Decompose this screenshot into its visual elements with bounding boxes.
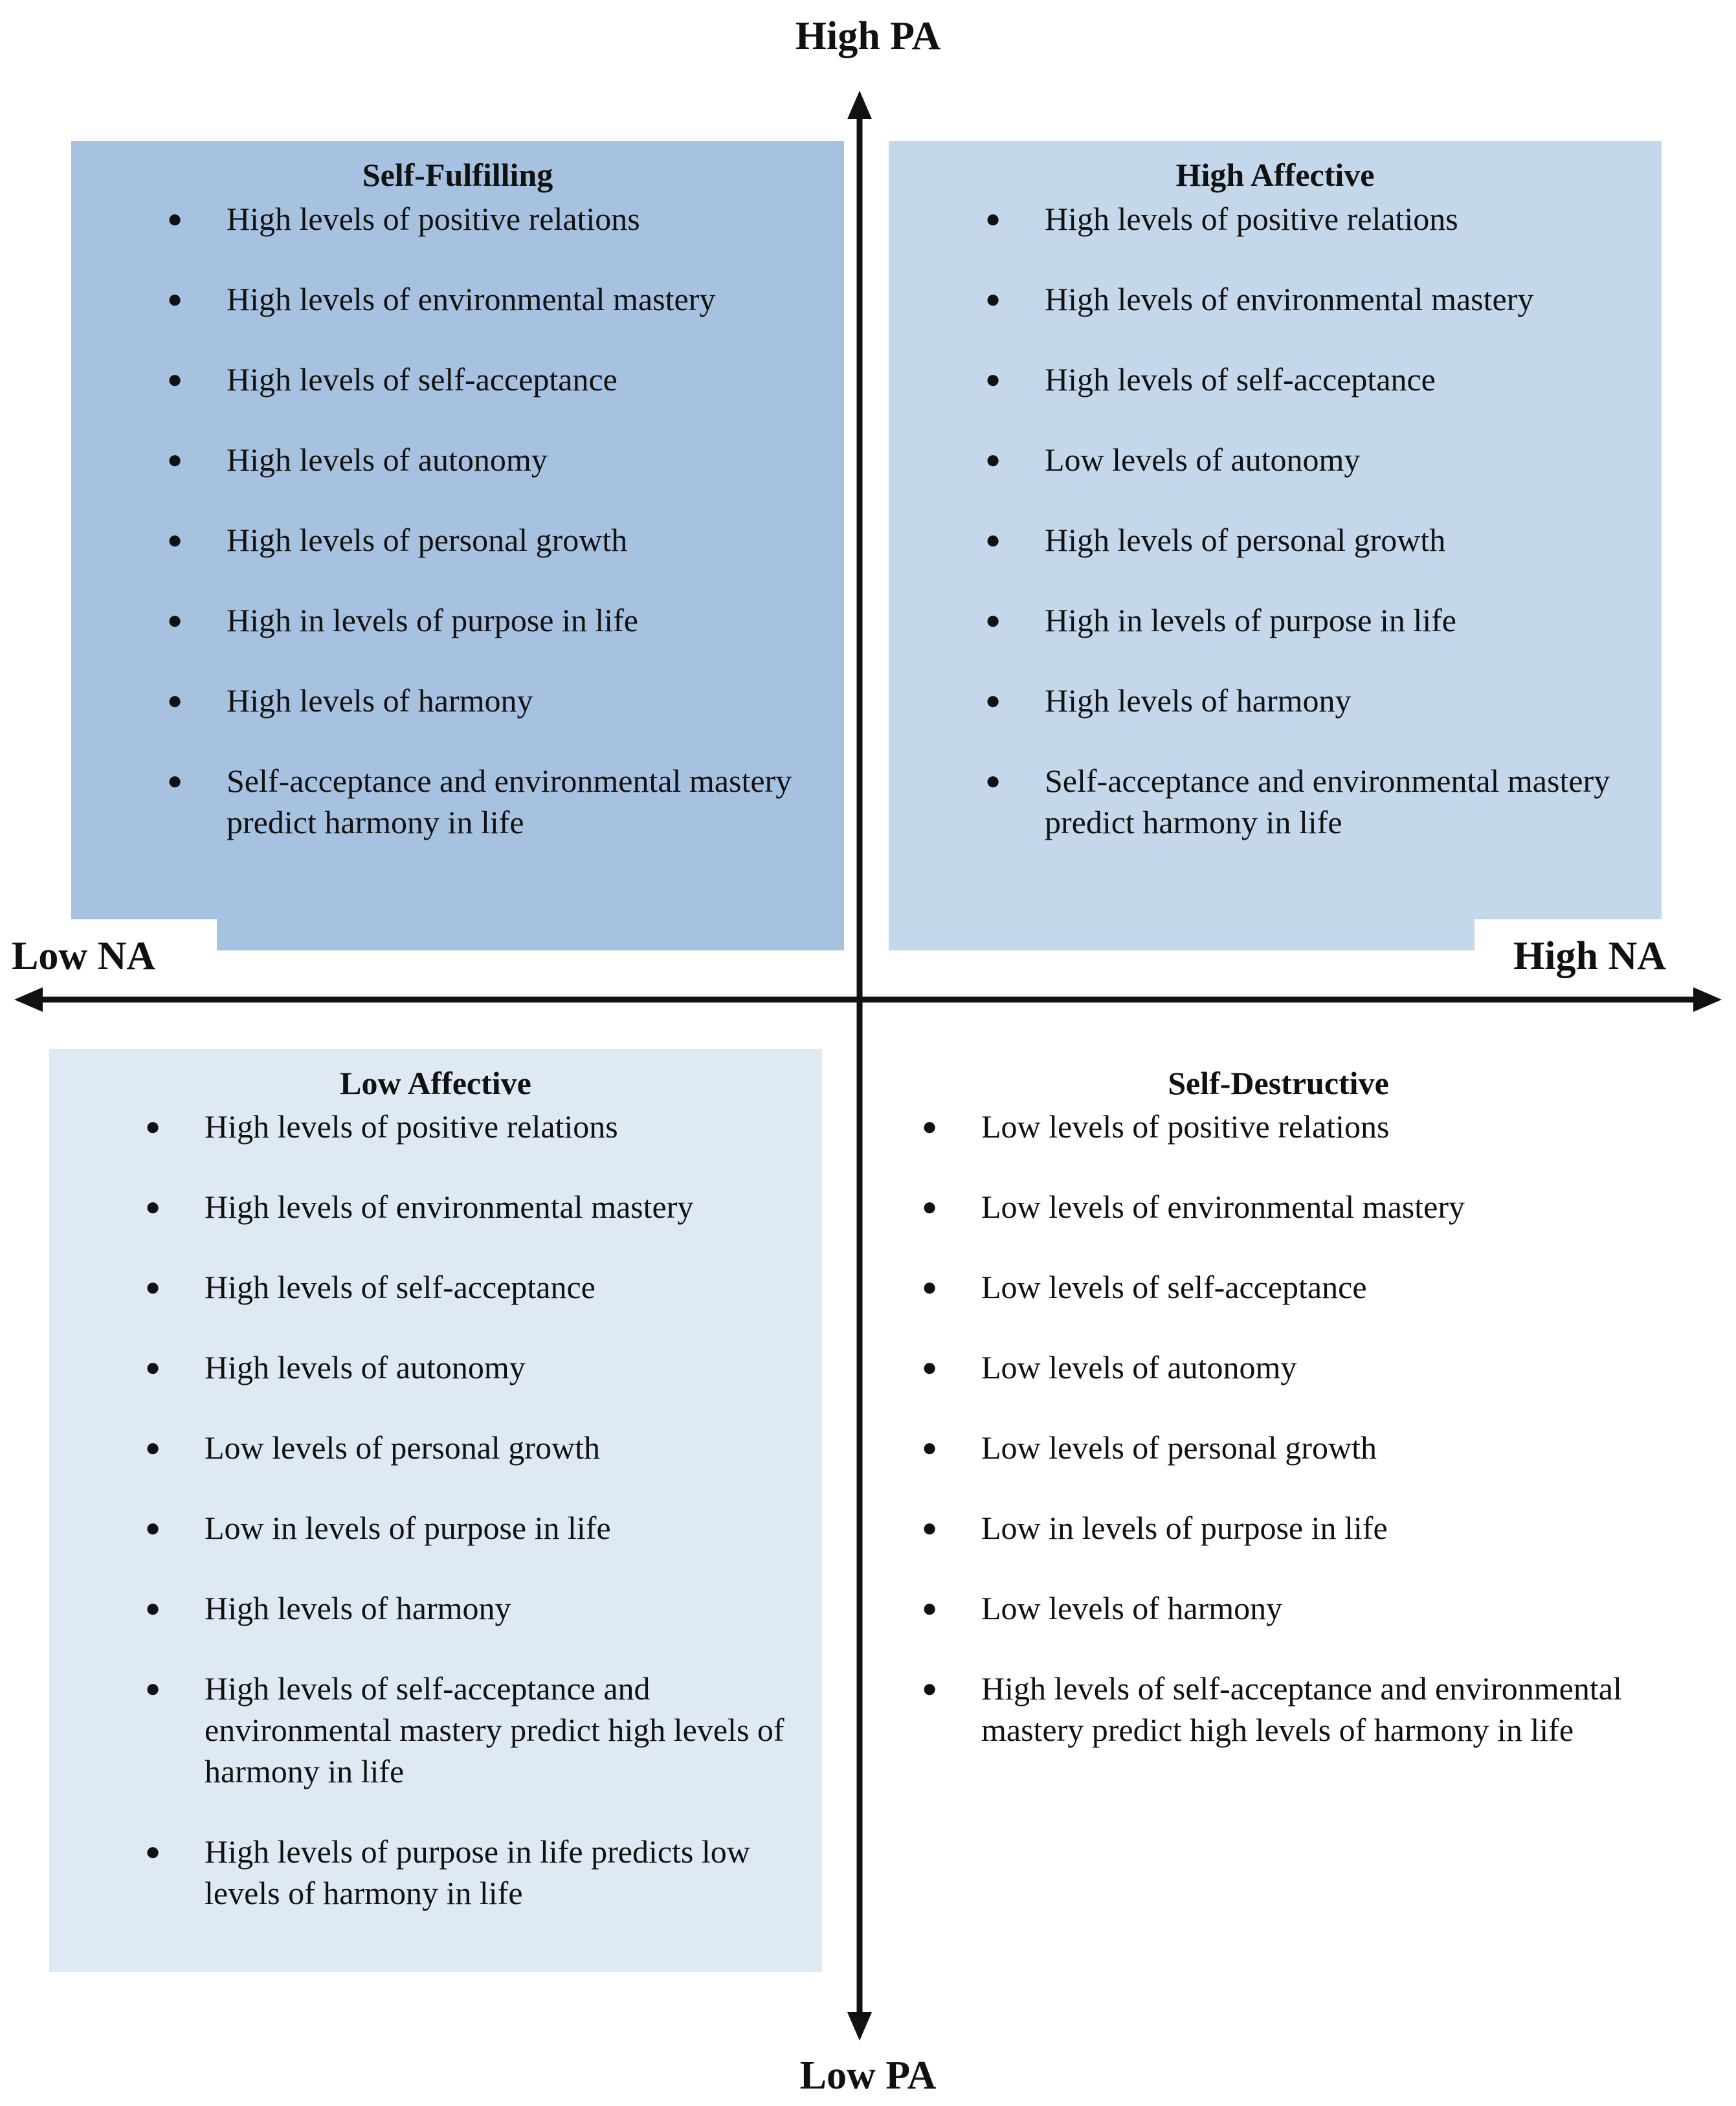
list-item-text: High levels of personal growth [227, 522, 628, 558]
list-item-text: Low levels of harmony [981, 1590, 1283, 1626]
list-item [985, 359, 1640, 400]
list-item [145, 1427, 800, 1468]
bullet-icon: ● [985, 686, 1001, 715]
list-item-text: High levels of autonomy [227, 442, 548, 478]
bullet-icon: ● [922, 1352, 938, 1382]
axis-label-high-pa: High PA [795, 14, 941, 58]
bullet-icon: ● [922, 1192, 938, 1221]
vertical-axis [847, 91, 872, 2041]
list-item-text: High in levels of purpose in life [227, 602, 638, 638]
list-item-text: High levels of personal growth [1045, 522, 1446, 558]
list-item [985, 439, 1640, 480]
bullet-icon: ● [145, 1112, 161, 1141]
list-item-text: Low levels of personal growth [205, 1429, 600, 1466]
bullet-icon: ● [167, 525, 183, 554]
list-item [145, 1507, 800, 1549]
horizontal-axis [14, 987, 1722, 1012]
list-item-text: Low levels of personal growth [981, 1429, 1377, 1466]
bullet-icon: ● [167, 284, 183, 313]
list-item-text: Low levels of environmental mastery [981, 1189, 1465, 1225]
bullet-icon: ● [985, 284, 1001, 313]
arrow-up-icon [847, 91, 872, 119]
list-item-text: High levels of harmony [227, 682, 533, 719]
bullet-icon: ● [167, 605, 183, 634]
bullet-icon: ● [167, 445, 183, 474]
list-item-text: Low levels of positive relations [981, 1108, 1390, 1145]
bullet-icon: ● [145, 1352, 161, 1382]
list-item-text: Low levels of autonomy [981, 1349, 1297, 1385]
list-item-text: High levels of environmental mastery [227, 281, 716, 317]
arrow-left-icon [14, 987, 43, 1012]
arrow-down-icon [847, 2012, 872, 2041]
list-item [985, 519, 1640, 561]
list-item-text: High levels of self-acceptance [227, 361, 618, 398]
bullet-icon: ● [922, 1433, 938, 1462]
list-item-text: Low levels of autonomy [1045, 442, 1361, 478]
bullet-icon: ● [922, 1593, 938, 1622]
self-fulfilling-title: Self-Fulfilling [362, 157, 553, 193]
list-item [167, 519, 822, 561]
list-item [167, 760, 822, 843]
list-item [922, 1186, 1661, 1227]
list-item-text: Low levels of self-acceptance [981, 1269, 1367, 1305]
list-item [145, 1668, 800, 1792]
bullet-icon: ● [145, 1272, 161, 1301]
bullet-icon: ● [985, 766, 1001, 795]
self-fulfilling-list [167, 198, 822, 882]
high-affective-list [985, 198, 1640, 882]
list-item [167, 680, 822, 721]
list-item [167, 198, 822, 240]
list-item-text: High levels of positive relations [205, 1108, 618, 1145]
bullet-icon: ● [167, 766, 183, 795]
list-item [145, 1347, 800, 1388]
list-item [922, 1587, 1661, 1629]
list-item-text: High levels of harmony [205, 1590, 511, 1626]
list-item [922, 1347, 1661, 1388]
list-item [167, 439, 822, 480]
bullet-icon: ● [985, 204, 1001, 233]
bullet-icon: ● [922, 1674, 938, 1703]
list-item-text: Low in levels of purpose in life [981, 1510, 1388, 1546]
low-affective-list [145, 1106, 800, 1953]
list-item-text: High levels of self-acceptance and environmental mastery predict high levels of harmony in life [981, 1670, 1622, 1748]
list-item [145, 1266, 800, 1308]
bullet-icon: ● [985, 605, 1001, 634]
list-item [167, 599, 822, 641]
bullet-icon: ● [145, 1433, 161, 1462]
list-item [922, 1668, 1661, 1751]
list-item-text: High levels of purpose in life predicts low levels of harmony in life [205, 1833, 750, 1911]
bullet-icon: ● [145, 1192, 161, 1221]
self-destructive-title: Self-Destructive [1168, 1065, 1389, 1101]
list-item-text: Self-acceptance and environmental mastery predict harmony in life [227, 763, 792, 840]
bullet-icon: ● [167, 686, 183, 715]
list-item [922, 1266, 1661, 1308]
list-item-text: High levels of self-acceptance [205, 1269, 595, 1305]
axis-label-low-pa: Low PA [799, 2054, 937, 2098]
bullet-icon: ● [985, 445, 1001, 474]
list-item [985, 760, 1640, 843]
list-item [145, 1106, 800, 1147]
list-item [145, 1831, 800, 1914]
bullet-icon: ● [922, 1112, 938, 1141]
bullet-icon: ● [985, 525, 1001, 554]
list-item-text: High levels of self-acceptance [1045, 361, 1436, 398]
list-item-text: High levels of self-acceptance and environmental mastery predict high levels of harmony in life [205, 1670, 785, 1789]
axis-label-low-na: Low NA [12, 934, 156, 978]
list-item-text: Low in levels of purpose in life [205, 1510, 611, 1546]
self-destructive-list [922, 1106, 1661, 1789]
bullet-icon: ● [145, 1593, 161, 1622]
list-item [985, 278, 1640, 320]
bullet-icon: ● [922, 1513, 938, 1542]
bullet-icon: ● [145, 1674, 161, 1703]
arrow-right-icon [1693, 987, 1722, 1012]
low-affective-title: Low Affective [340, 1065, 531, 1101]
list-item-text: High in levels of purpose in life [1045, 602, 1456, 638]
list-item-text: High levels of autonomy [205, 1349, 526, 1385]
list-item-text: High levels of positive relations [227, 201, 640, 237]
axis-label-high-na: High NA [1513, 934, 1666, 978]
list-item-text: High levels of positive relations [1045, 201, 1458, 237]
list-item [922, 1507, 1661, 1549]
high-affective-title: High Affective [1175, 157, 1375, 193]
list-item [922, 1106, 1661, 1147]
list-item [167, 359, 822, 400]
list-item-text: High levels of environmental mastery [205, 1189, 694, 1225]
list-item [145, 1186, 800, 1227]
list-item-text: High levels of environmental mastery [1045, 281, 1534, 317]
list-item [985, 599, 1640, 641]
list-item-text: Self-acceptance and environmental mastery predict harmony in life [1045, 763, 1610, 840]
bullet-icon: ● [985, 364, 1001, 394]
bullet-icon: ● [167, 364, 183, 394]
bullet-icon: ● [145, 1837, 161, 1866]
list-item [985, 680, 1640, 721]
bullet-icon: ● [167, 204, 183, 233]
bullet-icon: ● [922, 1272, 938, 1301]
list-item [167, 278, 822, 320]
list-item [922, 1427, 1661, 1468]
list-item [145, 1587, 800, 1629]
list-item-text: High levels of harmony [1045, 682, 1352, 719]
bullet-icon: ● [145, 1513, 161, 1542]
list-item [985, 198, 1640, 240]
